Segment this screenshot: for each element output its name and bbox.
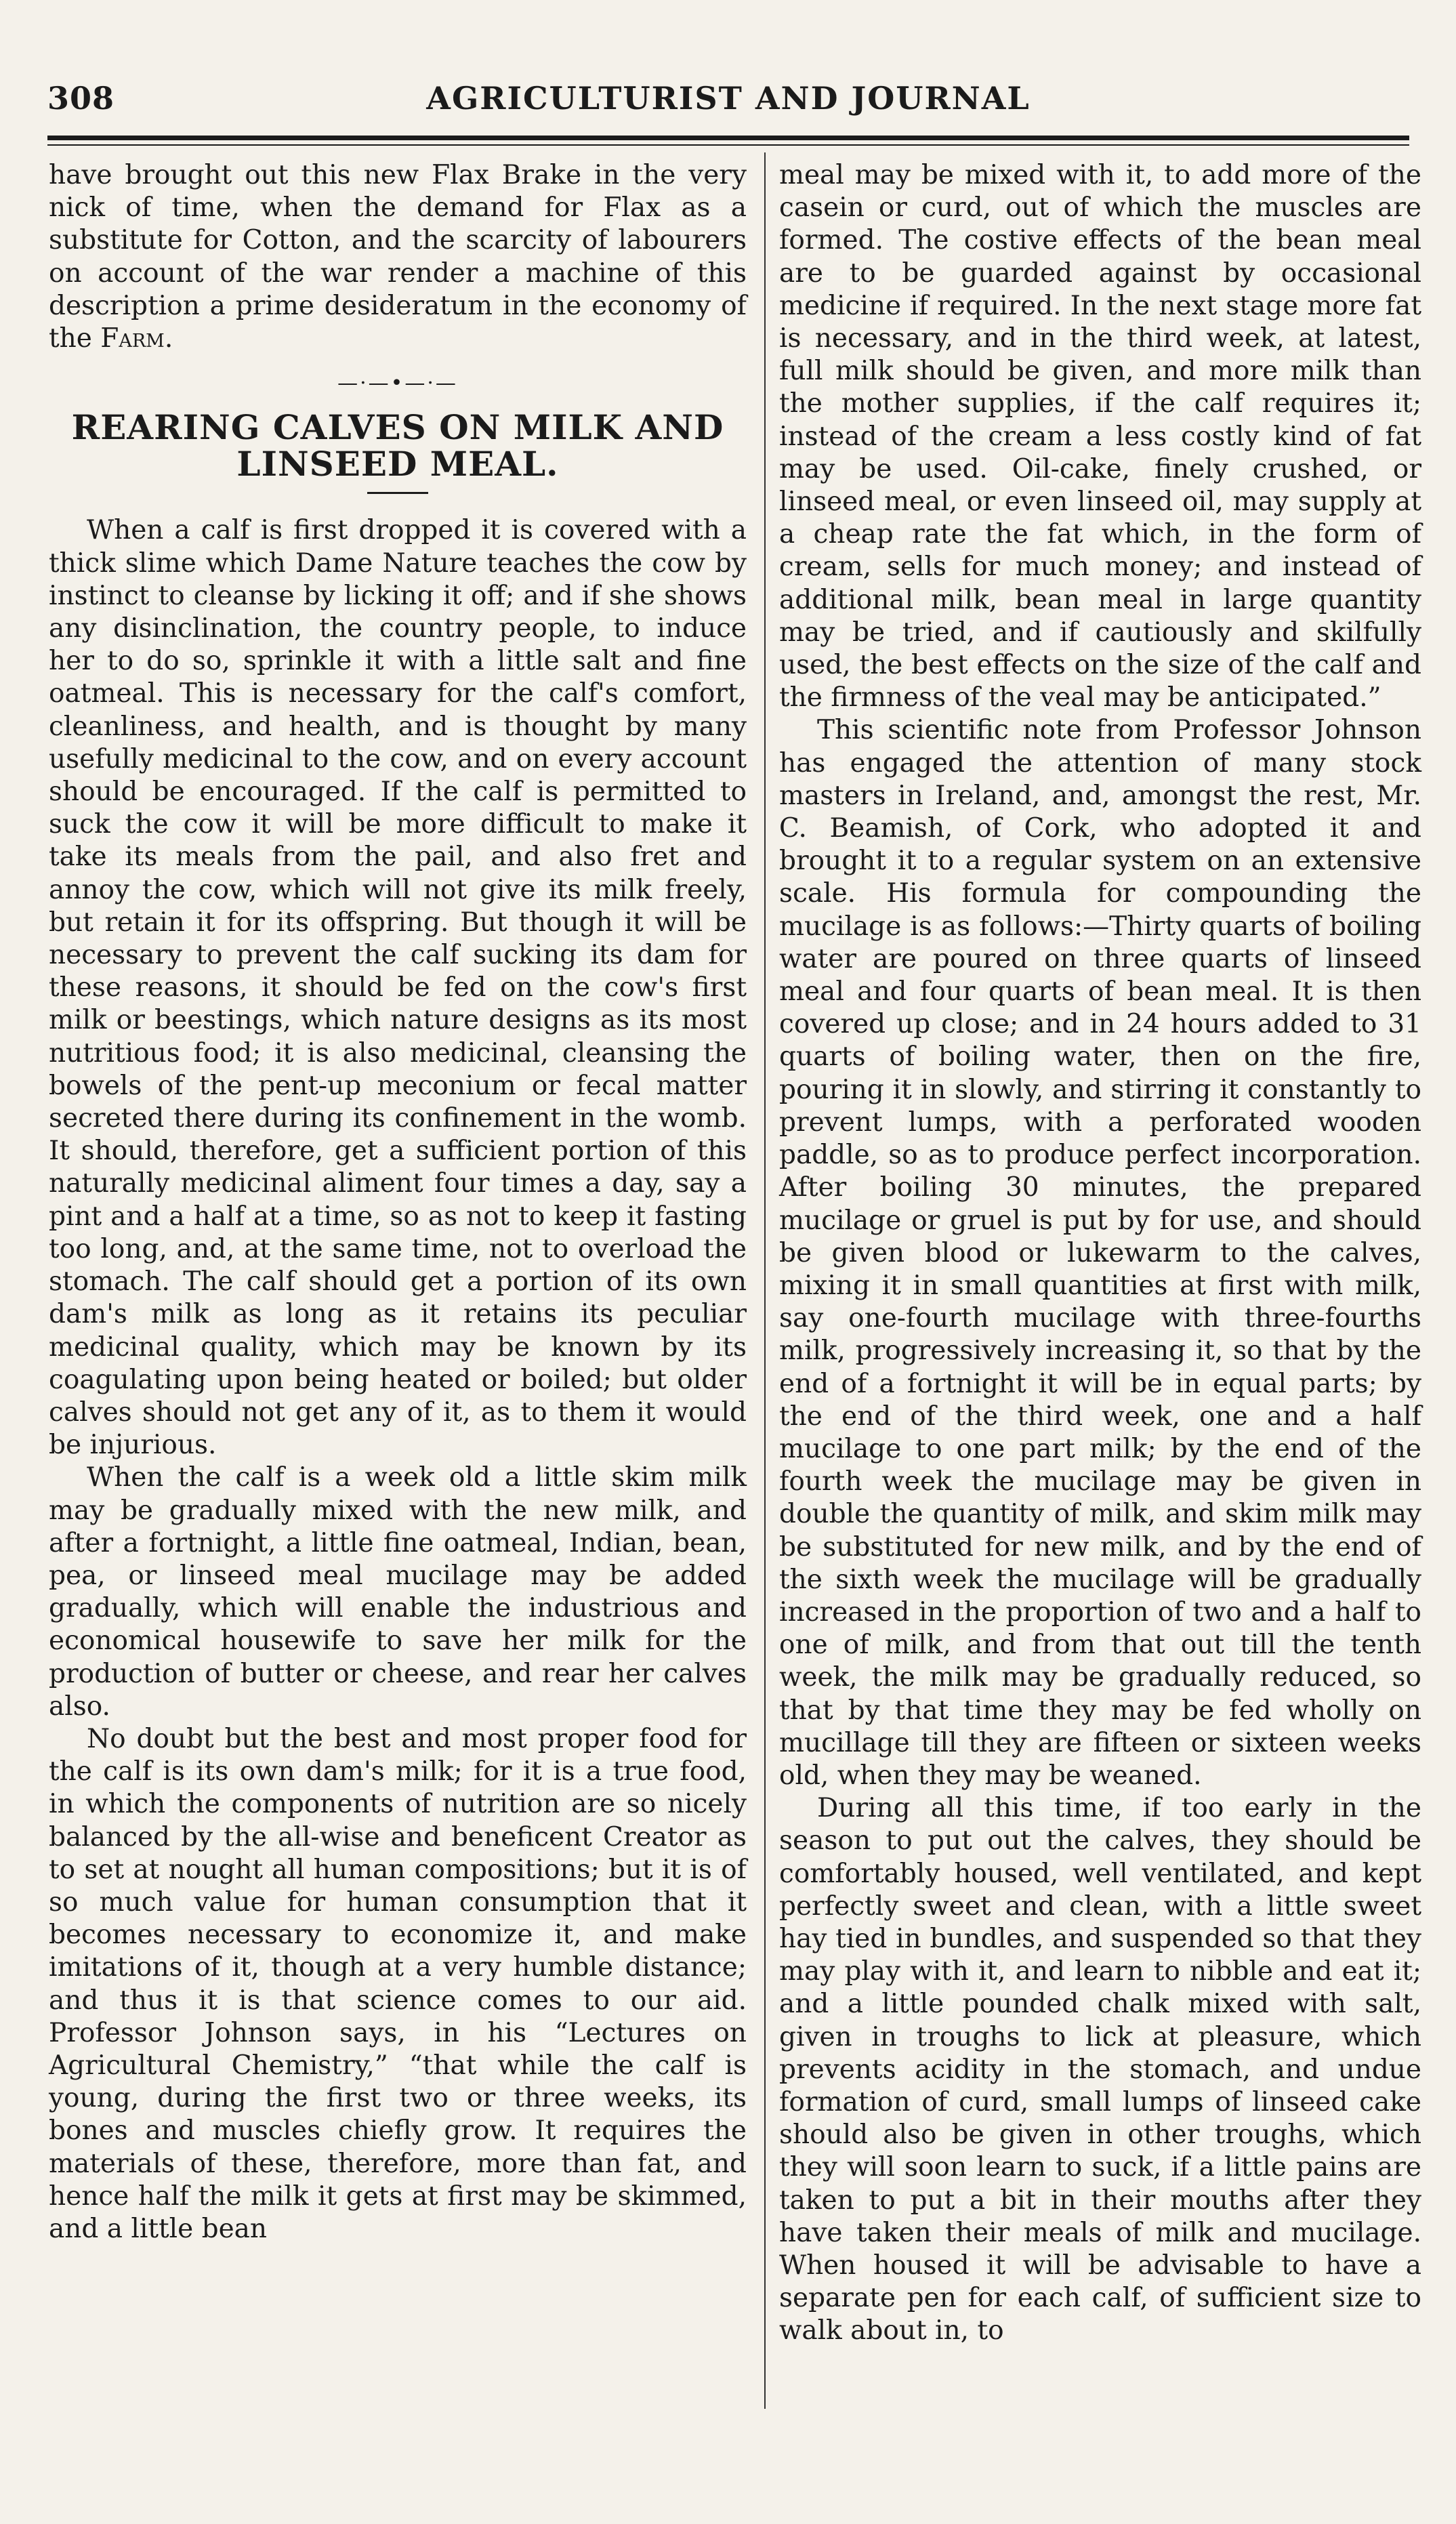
continued-text-end: Farm. [100, 323, 173, 354]
article-title [49, 409, 747, 482]
continued-paragraph [49, 159, 747, 355]
column-divider [764, 152, 766, 2409]
body-paragraph: This scientific note from Professor Johnson has engaged the attention of many stock masters in Ireland, and, amongst the rest, Mr. C. Beamish, of Cork, who adopted it and brought it to a regular system on an extensive scale. His formula for compounding the mucilage is as follows:—Thirty quarts of boiling water are poured on three quarts of linseed meal and four quarts of bean meal. It is then covered up close; and in 24 hours added to 31 quarts of boiling water, then on the fire, pouring it in slowly, and stirring it constantly to prevent lumps, with a perforated wooden paddle, so as to produce perfect incorporation. After boiling 30 minutes, the prepared mucilage or gruel is put by for use, and should be given blood or lukewarm to the calves, mixing it in small quantities at first with milk, say one-fourth mucilage with three-fourths milk, progressively increasing it, so that by the end of a fortnight it will be in equal parts; by the end of the third week, one and a half mucilage to one part milk; by the end of the fourth week the mucilage may be given in double the quantity of milk, and skim milk may be substituted for new milk, and by the end of the sixth week the mucilage will be gradually increased in the proportion of two and a half to one of milk, and from that out till the tenth week, the milk may be gradually reduced, so that by that time they may be fed wholly on mucillage till they are fifteen or sixteen weeks old, when they may be weaned. [779, 715, 1421, 1791]
article-title-line-2: LINSEED MEAL. [236, 444, 559, 484]
article-title-line-1: REARING CALVES ON MILK AND [71, 407, 724, 448]
header-rule-thick [47, 136, 1409, 140]
header-rule-thin [47, 144, 1409, 146]
title-rule [367, 492, 428, 494]
section-ornament: —·—•—·— [337, 371, 458, 396]
page-number: 308 [47, 80, 115, 117]
body-paragraph: During all this time, if too early in the season to put out the calves, they should be comfortably housed, well ventilated, and kept perfectly sweet and clean, with a little sweet hay tied in bundles, and suspended so that they may play with it, and learn to nibble and eat it; and a little pounded chalk mixed with salt, given in troughs to lick at pleasure, which prevents acidity in the stomach, and undue formation of curd, small lumps of linseed cake should also be given in other troughs, which they will soon learn to suck, if a little pains are taken to put a bit in their mouths after they have taken their meals of milk and mucilage. When housed it will be advisable to have a separate pen for each calf, of sufficient size to walk about in, to [779, 1793, 1421, 2346]
body-paragraph: When the calf is a week old a little skim milk may be gradually mixed with the new milk, and after a fortnight, a little fine oatmeal, Indian, bean, pea, or linseed meal mucilage may be added gradually, which will enable the industrious and economical housewife to save her milk for the production of butter or cheese, and rear her calves also. [49, 1462, 747, 1722]
running-title: AGRICULTURIST AND JOURNAL [426, 80, 1031, 117]
page-header [47, 80, 1409, 127]
right-column [779, 159, 1421, 2348]
continued-text: have brought out this new Flax Brake in the very nick of time, when the demand for Flax as a substitute for Cotton, and the scarcity of labourers on account of the war render a machine of this description a prime desideratum in the economy of the [49, 160, 747, 354]
body-paragraph: No doubt but the best and most proper food for the calf is its own dam's milk; for it is a true food, in which the components of nutrition are so nicely balanced by the all-wise and beneficent Creator as to set at nought all human compositions; but it is of so much value for human consumption that it becomes necessary to economize it, and make imitations of it, though at a very humble distance; and thus it is that science comes to our aid. Professor Johnson says, in his “Lectures on Agricultural Chemistry,” “that while the calf is young, during the first two or three weeks, its bones and muscles chiefly grow. It requires the materials of these, therefore, more than fat, and hence half the milk it gets at first may be skimmed, and a little bean [49, 1723, 747, 2244]
left-column [49, 159, 747, 2246]
body-paragraph: meal may be mixed with it, to add more of the casein or curd, out of which the muscles are formed. The costive effects of the bean meal are to be guarded against by occasional medicine if required. In the next stage more fat is necessary, and in the third week, at latest, full milk should be given, and more milk than the mother supplies, if the calf requires it; instead of the cream a less costly kind of fat may be used. Oil-cake, finely crushed, or linseed meal, or even linseed oil, may supply at a cheap rate the fat which, in the form of cream, sells for much money; and instead of additional milk, bean meal in large quantity may be tried, and if cautiously and skilfully used, the best effects on the size of the calf and the firmness of the veal may be anticipated.” [779, 160, 1421, 713]
body-paragraph: When a calf is first dropped it is covered with a thick slime which Dame Nature teaches the cow by instinct to cleanse by licking it off; and if she shows any disinclination, the country people, to induce her to do so, sprinkle it with a little salt and fine oatmeal. This is necessary for the calf's comfort, cleanliness, and health, and is thought by many usefully medicinal to the cow, and on every account should be encouraged. If the calf is permitted to suck the cow it will be more difficult to make it take its meals from the pail, and also fret and annoy the cow, which will not give its milk freely, but retain it for its offspring. But though it will be necessary to prevent the calf sucking its dam for these reasons, it should be fed on the cow's first milk or beestings, which nature designs as its most nutritious food; it is also medicinal, cleansing the bowels of the pent-up meconium or fecal matter secreted there during its confinement in the womb. It should, therefore, get a sufficient portion of this naturally medicinal aliment four times a day, say a pint and a half at a time, so as not to keep it fasting too long, and, at the same time, not to overload the stomach. The calf should get a portion of its own dam's milk as long as it retains its peculiar medicinal quality, which may be known by its coagulating upon being heated or boiled; but older calves should not get any of it, as to them it would be injurious. [49, 515, 747, 1461]
